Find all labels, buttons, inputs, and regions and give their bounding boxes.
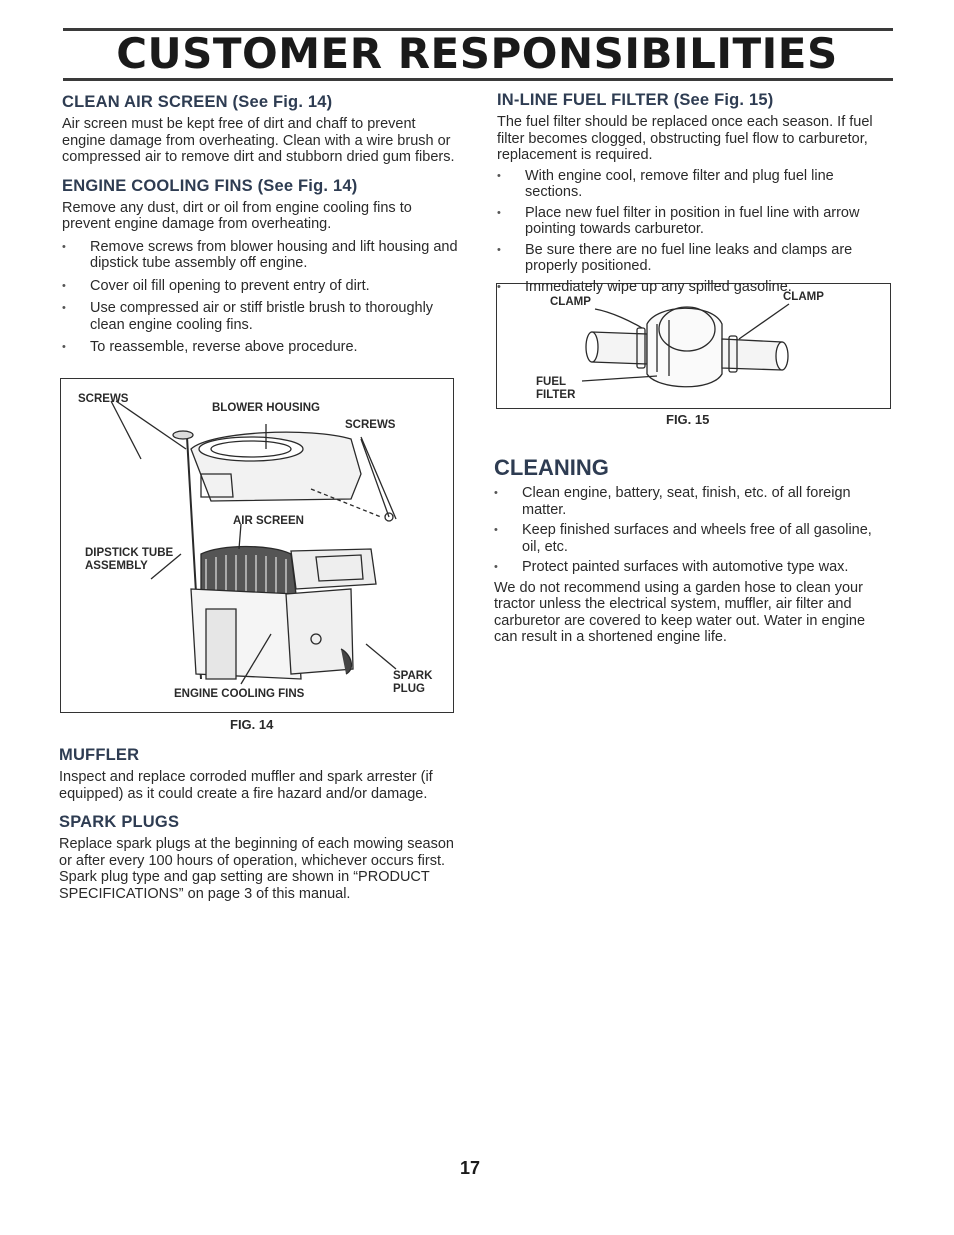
label-blower-housing: BLOWER HOUSING — [212, 402, 320, 414]
label-clamp-right: CLAMP — [783, 291, 824, 303]
list-item: • Keep finished surfaces and wheels free of all gasoline, oil, etc. — [494, 522, 892, 555]
label-screws-left: SCREWS — [78, 393, 129, 405]
engine-cooling-fins-steps — [62, 239, 458, 356]
list-item: • Clean engine, battery, seat, finish, etc. of all foreign matter. — [494, 485, 892, 518]
cleaning-heading: CLEANING — [494, 455, 609, 480]
label-dipstick-tube: DIPSTICK TUBE ASSEMBLY — [85, 547, 174, 572]
cleaning-body: We do not recommend using a garden hose to clean your tractor unless the electrical system, muffler, air filter and carburetor are covered to keep water out. Water in engine can result in a shortened engine life. — [494, 579, 866, 645]
label-clamp-left: CLAMP — [550, 296, 591, 308]
spark-plugs-body: Replace spark plugs at the beginning of each mowing season or after every 100 hours of operation, whichever occurs first. Spark plug type and gap setting are shown in “PRODUCT SPECIFICATIONS” on page 3 of this manual. — [59, 836, 454, 902]
engine-cooling-fins-body: Remove any dust, dirt or oil from engine cooling fins to prevent engine damage from overheating. — [62, 199, 412, 232]
left-column-lower — [59, 745, 455, 902]
list-item: • With engine cool, remove filter and plug fuel line sections. — [497, 168, 892, 201]
page-title: CUSTOMER RESPONSIBILITIES — [116, 29, 838, 78]
label-screws-right: SCREWS — [345, 419, 396, 431]
list-item: • Protect painted surfaces with automotive type wax. — [494, 559, 892, 576]
list-item: • Use compressed air or stiff bristle brush to thoroughly clean engine cooling fins. — [62, 300, 458, 333]
spark-plugs-heading: SPARK PLUGS — [59, 813, 180, 831]
muffler-body: Inspect and replace corroded muffler and spark arrester (if equipped) as it could create a fire hazard and/or damage. — [59, 769, 433, 802]
label-fuel-filter: FUEL FILTER — [536, 376, 576, 401]
cleaning-steps — [494, 485, 892, 576]
figure-14-box — [60, 378, 454, 713]
label-air-screen: AIR SCREEN — [233, 515, 304, 527]
cleaning-section — [494, 455, 892, 646]
figure-14-caption: FIG. 14 — [230, 717, 274, 732]
figure-15-caption: FIG. 15 — [666, 412, 710, 427]
header-rule-bottom — [63, 78, 893, 81]
muffler-heading: MUFFLER — [59, 746, 140, 764]
page-number: 17 — [460, 1158, 481, 1178]
list-item: • Be sure there are no fuel line leaks and clamps are properly positioned. — [497, 242, 892, 275]
left-column — [62, 92, 458, 356]
list-item: • To reassemble, reverse above procedure. — [62, 339, 458, 356]
figure-15-box — [496, 283, 891, 409]
list-item: • Remove screws from blower housing and lift housing and dipstick tube assembly off engine. — [62, 239, 458, 272]
right-column — [497, 90, 892, 295]
clean-air-screen-body: Air screen must be kept free of dirt and chaff to prevent engine damage from overheating. Clean with a wire brush or compressed air to remove dirt and stubborn dried gum fibers. — [62, 116, 455, 165]
list-item: • Cover oil fill opening to prevent entry of dirt. — [62, 278, 458, 295]
list-item: • Place new fuel filter in position in fuel line with arrow pointing towards carburetor. — [497, 205, 892, 238]
label-engine-cooling-fins: ENGINE COOLING FINS — [174, 688, 305, 700]
fuel-filter-body: The fuel filter should be replaced once each season. If fuel filter becomes clogged, obstructing fuel flow to carburetor, replacement is required. — [497, 114, 873, 163]
fuel-filter-heading: IN-LINE FUEL FILTER (See Fig. 15) — [497, 91, 774, 109]
clean-air-screen-heading: CLEAN AIR SCREEN (See Fig. 14) — [62, 93, 333, 111]
fuel-filter-steps — [497, 168, 892, 296]
list-item: • Immediately wipe up any spilled gasoline. — [497, 279, 892, 296]
label-spark-plug: SPARK PLUG — [393, 670, 433, 695]
engine-cooling-fins-heading: ENGINE COOLING FINS (See Fig. 14) — [62, 176, 358, 195]
